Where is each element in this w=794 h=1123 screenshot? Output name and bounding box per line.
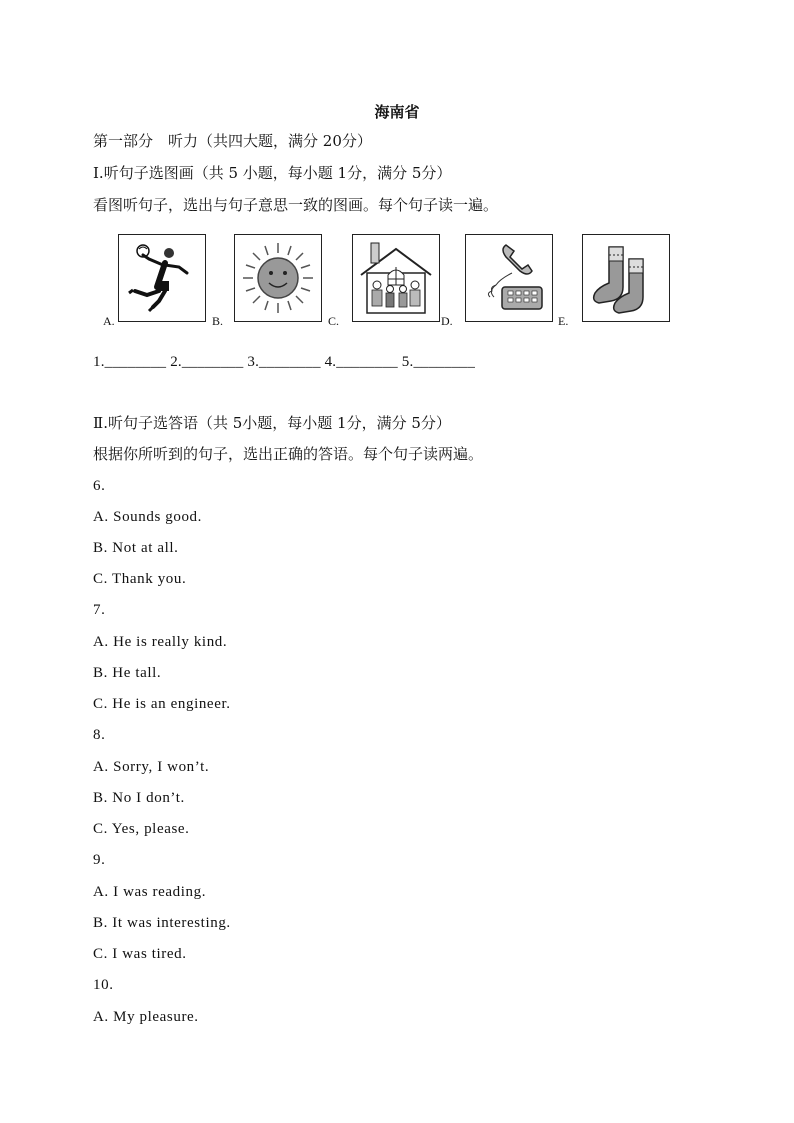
sun-icon — [235, 235, 321, 321]
option-b: B. It was interesting. — [93, 915, 231, 931]
section2-heading: Ⅱ.听句子选答语（共 5小题，每小题 1分，满分 5分） — [93, 414, 451, 432]
option-a: A. I was reading. — [93, 884, 207, 900]
telephone-icon — [466, 235, 552, 321]
picture-label-d: D. — [441, 314, 453, 328]
option-a: A. Sorry, I won’t. — [93, 759, 210, 775]
option-c: C. He is an engineer. — [93, 696, 231, 712]
option-a: A. My pleasure. — [93, 1009, 199, 1025]
picture-c — [352, 234, 440, 322]
picture-label-c: C. — [328, 314, 340, 328]
option-a: A. He is really kind. — [93, 634, 228, 650]
picture-label-e: E. — [558, 314, 569, 328]
basketball-player-icon — [119, 235, 205, 321]
answer-blanks: 1.________ 2.________ 3.________ 4.________ 5.________ — [93, 354, 476, 370]
question-number: 7. — [93, 602, 106, 618]
picture-b — [234, 234, 322, 322]
picture-e — [582, 234, 670, 322]
socks-icon — [583, 235, 669, 321]
picture-row — [100, 234, 680, 329]
option-b: B. He tall. — [93, 665, 162, 681]
family-house-icon — [353, 235, 439, 321]
picture-label-a: A. — [103, 314, 115, 328]
option-c: C. Thank you. — [93, 571, 187, 587]
question-number: 6. — [93, 478, 106, 494]
question-number: 10. — [93, 977, 114, 993]
question-number: 9. — [93, 852, 106, 868]
page-title: 海南省 — [374, 103, 420, 121]
picture-a — [118, 234, 206, 322]
option-b: B. Not at all. — [93, 540, 179, 556]
question-number: 8. — [93, 727, 106, 743]
option-b: B. No I don’t. — [93, 790, 185, 806]
option-a: A. Sounds good. — [93, 509, 203, 525]
section1-instruction: 看图听句子，选出与句子意思一致的图画。每个句子读一遍。 — [93, 196, 499, 214]
picture-d — [465, 234, 553, 322]
part1-heading: 第一部分 听力（共四大题，满分 20分） — [93, 132, 372, 150]
section2-instruction: 根据你所听到的句子，选出正确的答语。每个句子读两遍。 — [93, 445, 484, 463]
option-c: C. Yes, please. — [93, 821, 190, 837]
option-c: C. I was tired. — [93, 946, 187, 962]
section1-heading: I.听句子选图画（共 5 小题，每小题 1分，满分 5分） — [93, 164, 452, 182]
picture-label-b: B. — [212, 314, 224, 328]
